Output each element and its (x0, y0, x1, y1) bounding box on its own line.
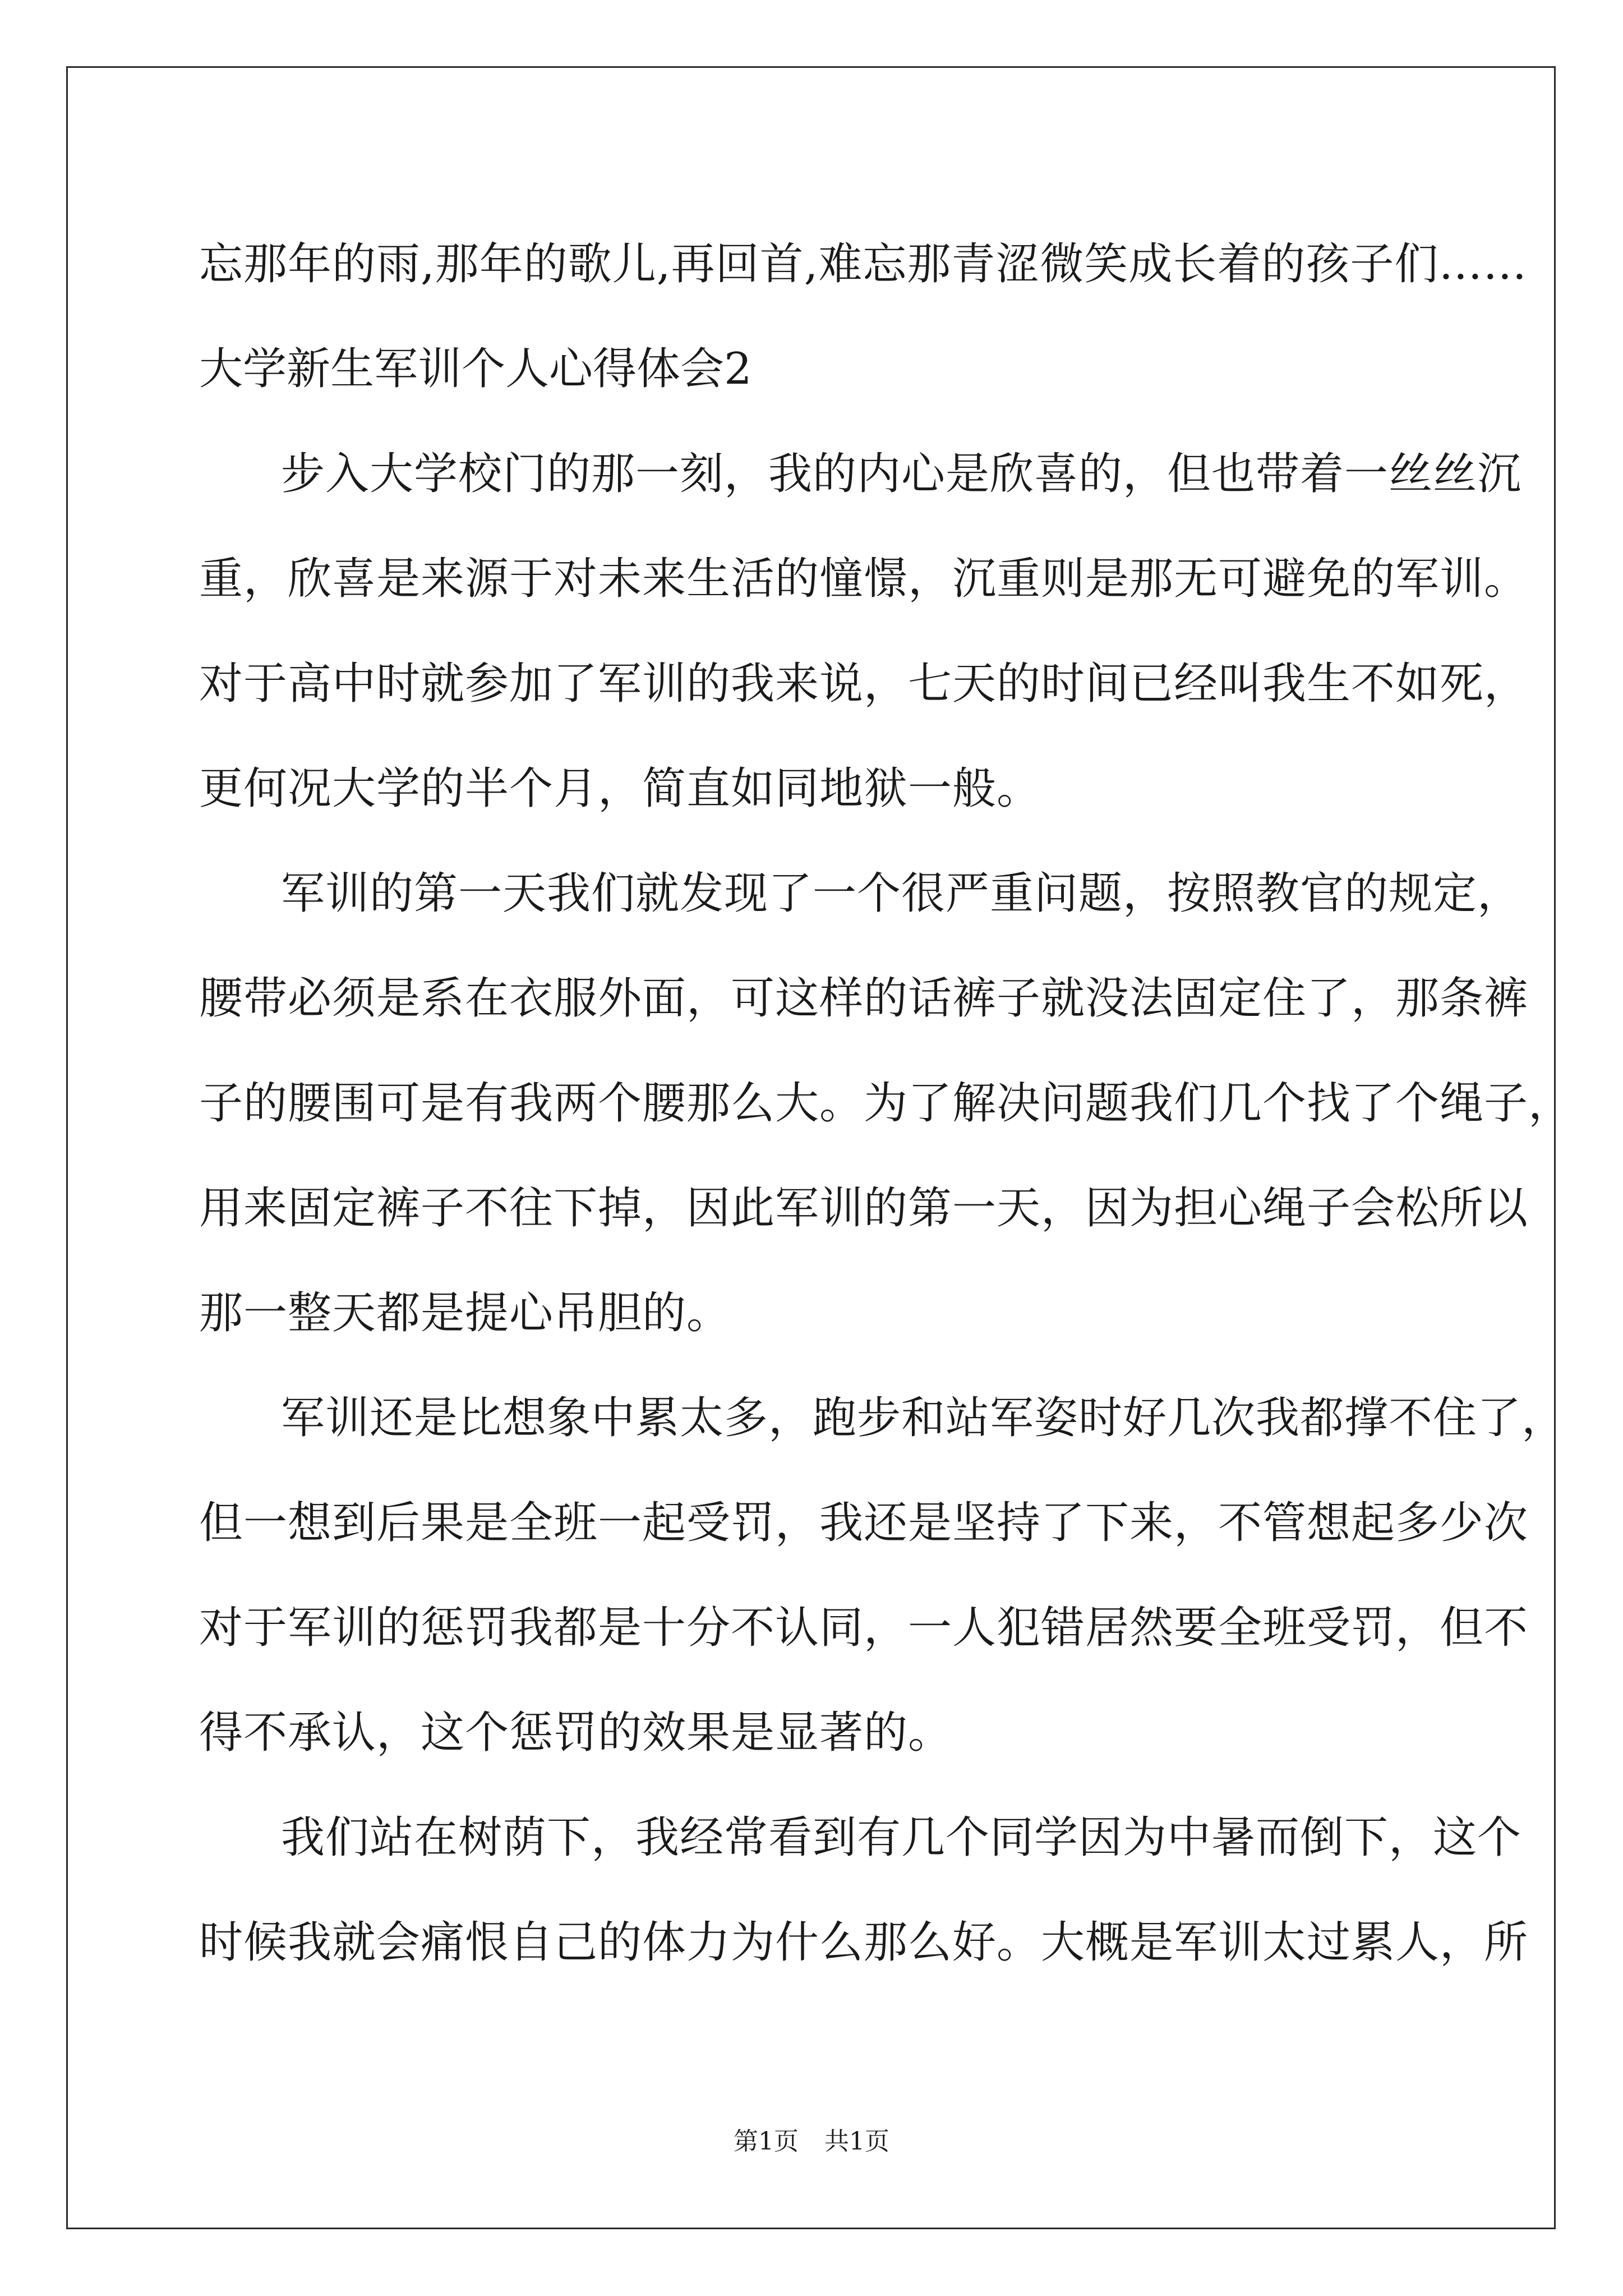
paragraph-line: 那一整天都是提心吊胆的。 (199, 1288, 731, 1338)
paragraph-line: 腰带必须是系在衣服外面，可这样的话裤子就没法固定住了，那条裤 (199, 973, 1529, 1024)
paragraph-line: 步入大学校门的那一刻，我的内心是欣喜的，但也带着一丝丝沉 (281, 449, 1522, 499)
page-total: 共1页 (824, 2127, 889, 2156)
paragraph-line: 重，欣喜是来源于对未来生活的憧憬，沉重则是那无可避免的军训。 (199, 554, 1529, 604)
paragraph-line: 用来固定裤子不往下掉，因此军训的第一天，因为担心绳子会松所以 (199, 1183, 1529, 1234)
paragraph-line: 对于军训的惩罚我都是十分不认同，一人犯错居然要全班受罚，但不 (199, 1603, 1529, 1653)
paragraph-line: 更何况大学的半个月，简直如同地狱一般。 (199, 763, 1041, 814)
page-footer (0, 2125, 1623, 2159)
paragraph-line: 军训还是比想象中累太多，跑步和站军姿时好几次我都撑不住了， (281, 1393, 1566, 1443)
page-number: 第1页 (734, 2127, 799, 2156)
opening-line: 忘那年的雨,那年的歌儿,再回首,难忘那青涩微笑成长着的孩子们…… (199, 239, 1528, 289)
section-title: 大学新生军训个人心得体会2 (199, 344, 752, 394)
paragraph-line: 子的腰围可是有我两个腰那么大。为了解决问题我们几个找了个绳子， (199, 1078, 1573, 1129)
paragraph-line: 时候我就会痛恨自己的体力为什么那么好。大概是军训太过累人，所 (199, 1917, 1529, 1968)
paragraph-line: 我们站在树荫下，我经常看到有几个同学因为中暑而倒下，这个 (281, 1812, 1522, 1863)
document-body (199, 212, 1573, 1995)
paragraph-line: 对于高中时就参加了军训的我来说，七天的时间已经叫我生不如死， (199, 659, 1529, 709)
paragraph-line: 军训的第一天我们就发现了一个很严重问题，按照教官的规定， (281, 868, 1522, 919)
paragraph-line: 但一想到后果是全班一起受罚，我还是坚持了下来，不管想起多少次 (199, 1498, 1529, 1548)
paragraph-line: 得不承认，这个惩罚的效果是显著的。 (199, 1708, 953, 1758)
